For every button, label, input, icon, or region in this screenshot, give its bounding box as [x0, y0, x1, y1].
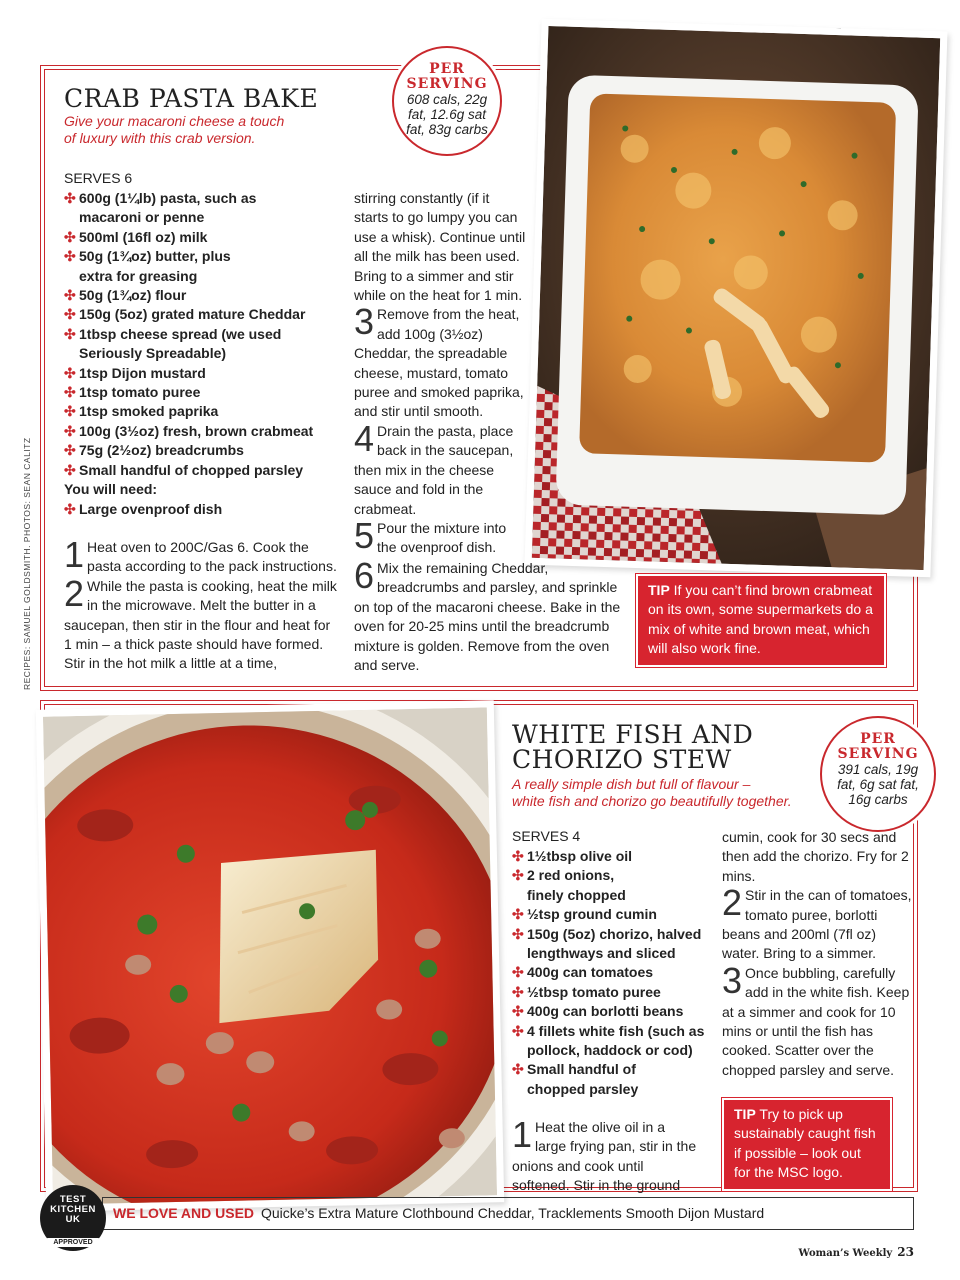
method-step-continued: stirring constantly (if it starts to go lumpy you can use a whisk). Continue until all the milk has been used. Bring to a simmer and stir while on the heat for 1 min.	[354, 190, 526, 304]
recipe1-subtitle-line1: Give your macaroni cheese a touch	[64, 113, 285, 129]
recipe2-nutrition-line2: fat, 6g sat fat,	[837, 777, 919, 792]
step-text: Heat oven to 200C/Gas 6. Cook the pasta according to the pack instructions.	[87, 539, 337, 575]
ingredient-item: ✣ 1tsp smoked paprika	[64, 402, 354, 421]
bullet-icon: ✣	[64, 442, 76, 459]
bullet-icon: ✣	[512, 925, 524, 942]
recipe2-method-col2	[722, 828, 912, 1080]
recipe1-method-col1	[64, 534, 338, 674]
recipe2-per-label: PER	[860, 731, 896, 747]
ingredient-item: ✣ ½tsp ground cumin	[512, 905, 717, 924]
badge-line2: KITCHEN	[50, 1204, 96, 1215]
crab-pasta-bake-photo	[532, 26, 941, 570]
step-number: 3	[354, 301, 375, 343]
we-love-text: Quicke’s Extra Mature Clothbound Cheddar, Tracklements Smooth Dijon Mustard	[260, 1205, 765, 1221]
bullet-icon: ✣	[64, 287, 76, 304]
bullet-icon: ✣	[64, 190, 76, 206]
bullet-icon: ✣	[64, 384, 76, 401]
ingredient-item: ✣ 600g (1¼lb) pasta, such as	[64, 189, 354, 208]
ingredient-item: ✣ ½tbsp tomato puree	[512, 983, 717, 1002]
method-step	[64, 534, 338, 577]
ingredient-item: ✣ 500ml (16fl oz) milk	[64, 228, 354, 247]
photo-credit: RECIPES: SAMUEL GOLDSMITH. PHOTOS: SEAN CALITZ	[22, 437, 32, 690]
tip-label: TIP	[734, 1106, 756, 1122]
bullet-icon: ✣	[64, 403, 76, 420]
recipe1-subtitle-line2: of luxury with this crab version.	[64, 130, 256, 146]
page-footer	[799, 1245, 914, 1259]
bullet-icon: ✣	[512, 1061, 524, 1078]
fish-chorizo-stew-photo	[43, 707, 497, 1204]
recipe2-nutrition-line1: 391 cals, 19g	[837, 762, 919, 777]
ingredient-item: pollock, haddock or cod)	[527, 1042, 693, 1059]
ingredient-item: chopped parsley	[527, 1080, 639, 1097]
method-step-continued: cumin, cook for 30 secs and then add the chorizo. Fry for 2 mins.	[722, 829, 909, 884]
ingredient-item: ✣ 100g (3½oz) fresh, brown crabmeat	[64, 422, 354, 441]
bullet-icon: ✣	[64, 306, 76, 323]
recipe2-tip-box	[722, 1098, 892, 1191]
ingredient-item: macaroni or penne	[79, 209, 205, 226]
ingredient-item: ✣ 2 red onions,	[512, 866, 717, 885]
ingredient-item: ✣ 50g (1¾oz) flour	[64, 286, 354, 305]
ingredient-item: lengthways and sliced	[527, 945, 676, 962]
ingredient-item: ✣ 400g can borlotti beans	[512, 1002, 717, 1021]
recipe1-per-serving-badge	[392, 46, 502, 156]
step-number: 3	[722, 959, 743, 1001]
step-text: While the pasta is cooking, heat the milk in the microwave. Melt the butter in a saucepan, then stir in the flour and heat for 1 min – a thick paste should have formed. Stir in the hot milk a little at a time,	[64, 577, 337, 672]
bullet-icon: ✣	[512, 867, 524, 884]
tip-label: TIP	[648, 582, 670, 598]
step-number: 1	[512, 1114, 533, 1155]
recipe2-method-col1	[512, 1114, 697, 1196]
step-number: 4	[354, 417, 375, 459]
tip-text: Try to pick up sustainably caught fish if possible – look out for the MSC logo.	[734, 1106, 876, 1181]
recipe2-per-serving-badge	[820, 716, 936, 832]
badge-line3: UK	[65, 1214, 81, 1225]
bullet-icon: ✣	[512, 848, 524, 864]
we-love-label: WE LOVE AND USED	[113, 1205, 255, 1221]
recipe1-serving-label: SERVING	[406, 76, 488, 92]
recipe1-serves: SERVES 6	[64, 170, 133, 186]
badge-line1: TEST	[59, 1194, 87, 1205]
step-number: 5	[354, 514, 375, 556]
step-text: Once bubbling, carefully add in the white fish. Keep at a simmer and cook for 10 mins or until the fish has cooked. Scatter over the chopped parsley and serve.	[722, 964, 910, 1078]
ingredient-item: ✣ 150g (5oz) chorizo, halved	[512, 925, 717, 944]
recipe2-title	[512, 722, 753, 772]
ingredient-item: ✣ 75g (2½oz) breadcrumbs	[64, 441, 354, 460]
ingredient-item: ✣ 1½tbsp olive oil	[512, 847, 717, 866]
method-step	[354, 514, 526, 558]
we-love-and-used-bar	[102, 1197, 914, 1230]
recipe2-subtitle-line2: white fish and chorizo go beautifully together.	[512, 793, 792, 809]
recipe2-nutrition-line3: 16g carbs	[848, 792, 908, 807]
recipe2-ingredients	[512, 847, 717, 1099]
ingredient-item: ✣ Small handful of chopped parsley	[64, 461, 354, 480]
bullet-icon: ✣	[512, 1003, 524, 1020]
ingredient-item: finely chopped	[527, 886, 626, 903]
bullet-icon: ✣	[64, 228, 76, 245]
test-kitchen-approved-badge	[40, 1185, 106, 1251]
step-text: Heat the olive oil in a large frying pan, stir in the onions and cook until softened. Stir in the ground	[512, 1119, 697, 1194]
step-number: 6	[354, 555, 375, 596]
recipe2-serves: SERVES 4	[512, 828, 581, 844]
recipe1-nutrition-line2: fat, 12.6g sat	[407, 107, 487, 122]
ingredient-item: ✣ 150g (5oz) grated mature Cheddar	[64, 305, 354, 324]
step-text: Drain the pasta, place back in the saucepan, then mix in the cheese sauce and fold in the crabmeat.	[354, 422, 514, 517]
method-step	[354, 301, 526, 421]
bullet-icon: ✣	[512, 906, 524, 923]
recipe2-serving-label: SERVING	[837, 746, 919, 762]
recipe1-nutrition-line1: 608 cals, 22g	[406, 92, 488, 107]
recipe1-ingredients	[64, 189, 354, 519]
method-step	[64, 572, 338, 674]
ingredient-item: ✣ 50g (1¾oz) butter, plus	[64, 247, 354, 266]
recipe1-tip-box	[636, 574, 886, 667]
recipe1-subtitle	[64, 113, 364, 147]
badge-approved: APPROVED	[45, 1238, 101, 1247]
bullet-icon: ✣	[64, 325, 76, 342]
step-text: Pour the mixture into the ovenproof dish.	[377, 519, 507, 556]
recipe1-per-label: PER	[429, 61, 465, 77]
bullet-icon: ✣	[64, 461, 76, 478]
bullet-icon: ✣	[512, 983, 524, 1000]
recipe2-subtitle-line1: A really simple dish but full of flavour –	[512, 776, 751, 792]
magazine-name: Woman’s Weekly	[798, 1248, 893, 1259]
fish-chorizo-stew-image	[43, 707, 497, 1204]
ingredient-item: ✣ 1tsp Dijon mustard	[64, 364, 354, 383]
method-step	[512, 1114, 697, 1196]
bullet-icon: ✣	[64, 422, 76, 439]
bullet-icon: ✣	[64, 500, 76, 517]
recipe2-title-line1: WHITE FISH AND	[512, 720, 754, 749]
bullet-icon: ✣	[512, 964, 524, 981]
step-number: 1	[64, 534, 85, 575]
ingredient-item: ✣ 4 fillets white fish (such as	[512, 1022, 717, 1041]
bullet-icon: ✣	[64, 248, 76, 265]
bullet-icon: ✣	[512, 1022, 524, 1039]
recipe2-title-line2: CHORIZO STEW	[512, 745, 732, 774]
step-text: Stir in the can of tomatoes, tomato puree, borlotti beans and 200ml (7fl oz) water. Bring to a simmer.	[722, 887, 912, 962]
ingredient-item: ✣ Small handful of	[512, 1060, 717, 1079]
method-step	[722, 959, 912, 1080]
step-text: Remove from the heat, add 100g (3½oz) Cheddar, the spreadable cheese, mustard, tomato puree and smoked paprika, and stir until smooth.	[354, 306, 524, 420]
recipe1-method-col2	[354, 189, 526, 558]
recipe1-title: CRAB PASTA BAKE	[64, 84, 319, 113]
ingredient-item: extra for greasing	[79, 267, 198, 284]
recipe1-nutrition-line3: fat, 83g carbs	[406, 122, 488, 137]
crab-pasta-bake-image	[532, 26, 941, 570]
page-number: 23	[897, 1245, 914, 1259]
recipe1-method-step6	[354, 555, 624, 675]
ingredient-item: ✣ 1tsp tomato puree	[64, 383, 354, 402]
recipe2-subtitle	[512, 776, 832, 810]
step-text: Mix the remaining Cheddar, breadcrumbs and parsley, and sprinkle on top of the macaroni cheese. Bake in the oven for 20-25 mins until the breadcrumb mixture is golden. Remove from the oven and serve.	[354, 560, 621, 674]
bullet-icon: ✣	[64, 364, 76, 381]
method-step	[354, 555, 624, 675]
ingredient-item: ✣ Large ovenproof dish	[64, 500, 354, 519]
step-number: 2	[64, 572, 85, 614]
ingredient-item: ✣ 400g can tomatoes	[512, 963, 717, 982]
step-number: 2	[722, 882, 743, 924]
tip-text: If you can’t find brown crabmeat on its own, some supermarkets do a mix of white and brown meat, which will also work fine.	[648, 582, 873, 657]
ingredient-item: Seriously Spreadable)	[79, 345, 227, 362]
method-step	[354, 417, 526, 519]
method-step	[722, 882, 912, 964]
you-will-need-label: You will need:	[64, 481, 158, 498]
ingredient-item: ✣ 1tbsp cheese spread (we used	[64, 325, 354, 344]
